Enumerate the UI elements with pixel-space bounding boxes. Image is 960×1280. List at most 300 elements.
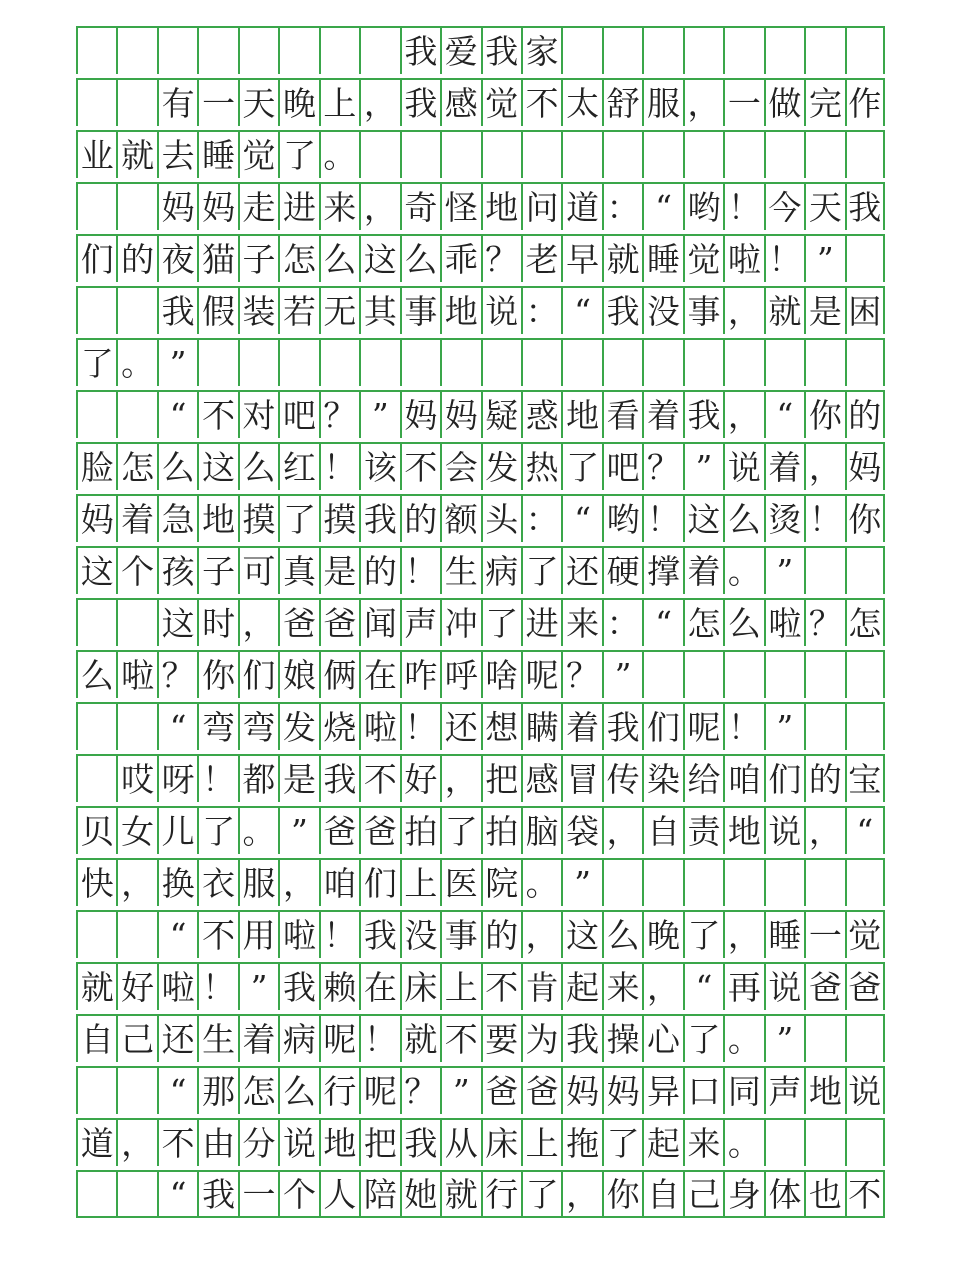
char-cell: 猫 [197, 236, 237, 282]
char-cell: 装 [238, 288, 278, 334]
char-cell: 吧 [602, 444, 642, 490]
char-cell: ” [602, 652, 642, 698]
char-cell: 睡 [642, 236, 682, 282]
char-cell: 了 [521, 548, 561, 594]
char-cell: 就 [76, 964, 116, 1010]
char-cell [764, 860, 804, 906]
char-cell [76, 912, 116, 958]
char-cell: 发 [278, 704, 318, 750]
char-cell: 困 [845, 288, 885, 334]
char-cell: 身 [723, 1172, 763, 1216]
char-cell [116, 288, 156, 334]
char-cell [642, 860, 682, 906]
char-cell: 一 [723, 80, 763, 126]
char-cell [521, 340, 561, 386]
char-cell: 说 [278, 1120, 318, 1166]
char-cell: ， [238, 600, 278, 646]
char-cell: 撑 [642, 548, 682, 594]
char-cell: 爸 [359, 808, 399, 854]
char-cell: 啦 [764, 600, 804, 646]
char-cell: 操 [602, 1016, 642, 1062]
char-cell: 问 [521, 184, 561, 230]
char-cell: 冒 [561, 756, 601, 802]
char-cell: 自 [642, 808, 682, 854]
char-cell: 了 [76, 340, 116, 386]
char-cell: 的 [116, 236, 156, 282]
char-cell: “ [642, 184, 682, 230]
title-char-cell [602, 28, 642, 74]
char-cell: 会 [440, 444, 480, 490]
char-cell: 惑 [521, 392, 561, 438]
char-cell: ！ [764, 236, 804, 282]
char-cell: 了 [521, 1172, 561, 1216]
char-cell: 妈 [845, 444, 885, 490]
char-cell: 为 [521, 1016, 561, 1062]
char-cell: 赖 [319, 964, 359, 1010]
char-cell: 这 [157, 600, 197, 646]
text-row [76, 338, 885, 386]
char-cell: “ [683, 964, 723, 1010]
char-cell: ， [683, 80, 723, 126]
char-cell: 不 [359, 756, 399, 802]
char-cell: 妈 [76, 496, 116, 542]
char-cell: 染 [642, 756, 682, 802]
char-cell: “ [845, 808, 885, 854]
char-cell: 地 [723, 808, 763, 854]
char-cell: 我 [278, 964, 318, 1010]
char-cell: 闻 [359, 600, 399, 646]
char-cell: 也 [804, 1172, 844, 1216]
text-row [76, 702, 885, 750]
char-cell: ， [561, 1172, 601, 1216]
char-cell [76, 600, 116, 646]
char-cell: 来 [683, 1120, 723, 1166]
char-cell [642, 340, 682, 386]
char-cell: 没 [642, 288, 682, 334]
char-cell: 不 [845, 1172, 885, 1216]
char-cell: 不 [521, 80, 561, 126]
char-cell: 觉 [845, 912, 885, 958]
char-cell: 对 [238, 392, 278, 438]
char-cell: 早 [561, 236, 601, 282]
char-cell: ？ [157, 652, 197, 698]
char-cell: 分 [238, 1120, 278, 1166]
text-row [76, 754, 885, 802]
char-cell: 做 [764, 80, 804, 126]
char-cell [481, 132, 521, 178]
char-cell: 着 [116, 496, 156, 542]
char-cell: 还 [440, 704, 480, 750]
char-cell: 还 [157, 1016, 197, 1062]
text-row [76, 1118, 885, 1166]
text-row [76, 1170, 885, 1218]
char-cell: 不 [197, 392, 237, 438]
char-cell: 乖 [440, 236, 480, 282]
char-cell: 爸 [319, 808, 359, 854]
char-cell: 我 [400, 1120, 440, 1166]
title-char-cell [804, 28, 844, 74]
char-cell [683, 652, 723, 698]
char-cell: “ [157, 392, 197, 438]
char-cell [804, 860, 844, 906]
char-cell: 袋 [561, 808, 601, 854]
text-row [76, 390, 885, 438]
char-cell: 肯 [521, 964, 561, 1010]
char-cell: 服 [642, 80, 682, 126]
char-cell: 己 [116, 1016, 156, 1062]
char-cell: 再 [723, 964, 763, 1010]
char-cell: 妈 [400, 392, 440, 438]
char-cell: 时 [197, 600, 237, 646]
char-cell: 行 [481, 1172, 521, 1216]
char-cell: 体 [764, 1172, 804, 1216]
char-cell: 天 [804, 184, 844, 230]
char-cell: “ [157, 1172, 197, 1216]
char-cell: 女 [116, 808, 156, 854]
char-cell: 是 [278, 756, 318, 802]
char-cell [116, 704, 156, 750]
char-cell: “ [157, 912, 197, 958]
char-cell [76, 392, 116, 438]
char-cell: 行 [319, 1068, 359, 1114]
char-cell: 好 [400, 756, 440, 802]
char-cell: 啦 [359, 704, 399, 750]
char-cell: ： [602, 600, 642, 646]
text-row [76, 962, 885, 1010]
char-cell: 睡 [197, 132, 237, 178]
text-row [76, 130, 885, 178]
char-cell: “ [157, 704, 197, 750]
char-cell: 俩 [319, 652, 359, 698]
char-cell: 我 [157, 288, 197, 334]
char-cell: 烧 [319, 704, 359, 750]
char-cell: 换 [157, 860, 197, 906]
char-cell: 是 [804, 288, 844, 334]
char-cell: ” [804, 236, 844, 282]
char-cell: 该 [359, 444, 399, 490]
char-cell: 怎 [845, 600, 885, 646]
text-row [76, 234, 885, 282]
char-cell: 给 [683, 756, 723, 802]
char-cell: ！ [319, 444, 359, 490]
char-cell: 烫 [764, 496, 804, 542]
char-cell: 其 [359, 288, 399, 334]
char-cell: 地 [319, 1120, 359, 1166]
char-cell: 没 [400, 912, 440, 958]
char-cell [76, 288, 116, 334]
char-cell: 呢 [319, 1016, 359, 1062]
char-cell: 要 [481, 1016, 521, 1062]
char-cell: 了 [561, 444, 601, 490]
title-char-cell [157, 28, 197, 74]
char-cell: 作 [845, 80, 885, 126]
char-cell [602, 860, 642, 906]
char-cell: 了 [278, 496, 318, 542]
char-cell: 进 [278, 184, 318, 230]
char-cell: 我 [359, 912, 399, 958]
char-cell [723, 340, 763, 386]
char-cell [116, 184, 156, 230]
char-cell: 妈 [197, 184, 237, 230]
char-cell: 头 [481, 496, 521, 542]
char-cell [804, 704, 844, 750]
char-cell: “ [561, 288, 601, 334]
char-cell: 你 [602, 1172, 642, 1216]
char-cell [845, 652, 885, 698]
title-char-cell [319, 28, 359, 74]
char-cell [845, 548, 885, 594]
char-cell: 呢 [359, 1068, 399, 1114]
char-cell: 就 [400, 1016, 440, 1062]
char-cell: 了 [683, 1016, 723, 1062]
char-cell [764, 1120, 804, 1166]
char-cell: 这 [561, 912, 601, 958]
char-cell: 口 [683, 1068, 723, 1114]
char-cell: “ [642, 600, 682, 646]
char-cell [642, 132, 682, 178]
title-char-cell [845, 28, 885, 74]
char-cell: 的 [359, 548, 399, 594]
char-cell [76, 1068, 116, 1114]
char-cell: 一 [238, 1172, 278, 1216]
char-cell: 妈 [440, 392, 480, 438]
char-cell [723, 652, 763, 698]
char-cell: 啦 [157, 964, 197, 1010]
char-cell [723, 132, 763, 178]
char-cell: 拖 [561, 1120, 601, 1166]
char-cell: ” [238, 964, 278, 1010]
char-cell: ？ [561, 652, 601, 698]
char-cell: ！ [723, 704, 763, 750]
char-cell: 自 [76, 1016, 116, 1062]
char-cell: 妈 [157, 184, 197, 230]
char-cell: 床 [400, 964, 440, 1010]
char-cell [116, 912, 156, 958]
text-row [76, 1066, 885, 1114]
char-cell: ， [440, 756, 480, 802]
char-cell: ” [764, 548, 804, 594]
char-cell: 么 [238, 444, 278, 490]
char-cell [845, 1120, 885, 1166]
char-cell: 就 [440, 1172, 480, 1216]
char-cell: 我 [400, 80, 440, 126]
char-cell [116, 392, 156, 438]
char-cell: 这 [76, 548, 116, 594]
char-cell: 来 [602, 964, 642, 1010]
char-cell: 不 [197, 912, 237, 958]
char-cell: 你 [845, 496, 885, 542]
char-cell [521, 132, 561, 178]
char-cell: 来 [561, 600, 601, 646]
char-cell: ？ [804, 600, 844, 646]
char-cell: ！ [723, 184, 763, 230]
char-cell [804, 652, 844, 698]
char-cell: 。 [723, 1016, 763, 1062]
char-cell: ， [804, 808, 844, 854]
char-cell [76, 1172, 116, 1216]
char-cell: 着 [764, 444, 804, 490]
char-cell: 病 [278, 1016, 318, 1062]
char-cell: 业 [76, 132, 116, 178]
char-cell: ， [278, 860, 318, 906]
char-cell: 弯 [238, 704, 278, 750]
char-cell: 着 [561, 704, 601, 750]
char-cell: 啦 [723, 236, 763, 282]
title-char-cell [642, 28, 682, 74]
char-cell [481, 340, 521, 386]
char-cell: ” [764, 704, 804, 750]
char-cell: 我 [683, 392, 723, 438]
char-cell: ， [602, 808, 642, 854]
char-cell: 就 [602, 236, 642, 282]
title-row [76, 26, 885, 74]
char-cell: ” [764, 1016, 804, 1062]
char-cell: 舒 [602, 80, 642, 126]
char-cell: 觉 [481, 80, 521, 126]
char-cell: ， [642, 964, 682, 1010]
char-cell: 心 [642, 1016, 682, 1062]
char-cell: 着 [642, 392, 682, 438]
char-cell: ” [561, 860, 601, 906]
char-cell: 啥 [481, 652, 521, 698]
char-cell: 么 [278, 1068, 318, 1114]
char-cell: 宝 [845, 756, 885, 802]
char-cell: 若 [278, 288, 318, 334]
char-cell [845, 1016, 885, 1062]
char-cell: 感 [440, 80, 480, 126]
char-cell [804, 548, 844, 594]
composition-grid-paper [76, 26, 885, 1222]
char-cell: 上 [521, 1120, 561, 1166]
char-cell: 咱 [319, 860, 359, 906]
char-cell: 太 [561, 80, 601, 126]
char-cell: 她 [400, 1172, 440, 1216]
char-cell [197, 340, 237, 386]
char-cell: 呢 [683, 704, 723, 750]
char-cell: 还 [561, 548, 601, 594]
char-cell: 脑 [521, 808, 561, 854]
char-cell: 这 [197, 444, 237, 490]
char-cell: 陪 [359, 1172, 399, 1216]
char-cell: 啦 [278, 912, 318, 958]
char-cell [683, 132, 723, 178]
char-cell: 我 [602, 288, 642, 334]
char-cell: 拍 [400, 808, 440, 854]
char-cell: ” [278, 808, 318, 854]
char-cell: 额 [440, 496, 480, 542]
char-cell [238, 340, 278, 386]
char-cell [400, 132, 440, 178]
char-cell: “ [561, 496, 601, 542]
char-cell: ？ [642, 444, 682, 490]
char-cell: 自 [642, 1172, 682, 1216]
char-cell: 己 [683, 1172, 723, 1216]
char-cell: “ [157, 1068, 197, 1114]
char-cell: 走 [238, 184, 278, 230]
char-cell: 地 [481, 184, 521, 230]
char-cell: 我 [319, 756, 359, 802]
char-cell: 你 [197, 652, 237, 698]
char-cell: 我 [197, 1172, 237, 1216]
text-row [76, 494, 885, 542]
char-cell: ！ [400, 704, 440, 750]
char-cell: 事 [440, 912, 480, 958]
char-cell: 们 [76, 236, 116, 282]
char-cell: 么 [602, 912, 642, 958]
char-cell [845, 704, 885, 750]
char-cell: 不 [157, 1120, 197, 1166]
char-cell: 想 [481, 704, 521, 750]
char-cell: 爸 [804, 964, 844, 1010]
char-cell [804, 132, 844, 178]
char-cell: 事 [683, 288, 723, 334]
char-cell: 异 [642, 1068, 682, 1114]
char-cell: 红 [278, 444, 318, 490]
char-cell: 瞒 [521, 704, 561, 750]
title-char-cell: 家 [521, 28, 561, 74]
char-cell [76, 756, 116, 802]
char-cell [400, 340, 440, 386]
char-cell: 晚 [278, 80, 318, 126]
char-cell: ？ [481, 236, 521, 282]
char-cell [683, 860, 723, 906]
char-cell: 生 [440, 548, 480, 594]
char-cell: 睡 [764, 912, 804, 958]
char-cell: 衣 [197, 860, 237, 906]
title-char-cell [76, 28, 116, 74]
char-cell: 地 [440, 288, 480, 334]
char-cell: 了 [683, 912, 723, 958]
char-cell: 不 [400, 444, 440, 490]
char-cell: 有 [157, 80, 197, 126]
title-char-cell: 我 [400, 28, 440, 74]
char-cell: 床 [481, 1120, 521, 1166]
char-cell: 道 [561, 184, 601, 230]
char-cell: 了 [197, 808, 237, 854]
char-cell: 地 [561, 392, 601, 438]
char-cell: 我 [845, 184, 885, 230]
char-cell: 。 [238, 808, 278, 854]
char-cell: 你 [804, 392, 844, 438]
char-cell: 咱 [723, 756, 763, 802]
text-row [76, 78, 885, 126]
char-cell [440, 132, 480, 178]
char-cell: 的 [481, 912, 521, 958]
char-cell: ！ [804, 496, 844, 542]
char-cell: 了 [278, 132, 318, 178]
char-cell: 不 [440, 1016, 480, 1062]
char-cell [845, 860, 885, 906]
char-cell: 娘 [278, 652, 318, 698]
char-cell: 一 [197, 80, 237, 126]
char-cell: 老 [521, 236, 561, 282]
char-cell: 生 [197, 1016, 237, 1062]
title-char-cell [238, 28, 278, 74]
char-cell: 可 [238, 548, 278, 594]
text-row [76, 858, 885, 906]
char-cell: 把 [359, 1120, 399, 1166]
char-cell: 那 [197, 1068, 237, 1114]
char-cell: 么 [157, 444, 197, 490]
char-cell: 子 [197, 548, 237, 594]
char-cell: 不 [481, 964, 521, 1010]
char-cell: 我 [359, 496, 399, 542]
char-cell: 上 [400, 860, 440, 906]
char-cell: 硬 [602, 548, 642, 594]
char-cell: 啦 [116, 652, 156, 698]
char-cell: 同 [723, 1068, 763, 1114]
char-cell: 。 [723, 548, 763, 594]
